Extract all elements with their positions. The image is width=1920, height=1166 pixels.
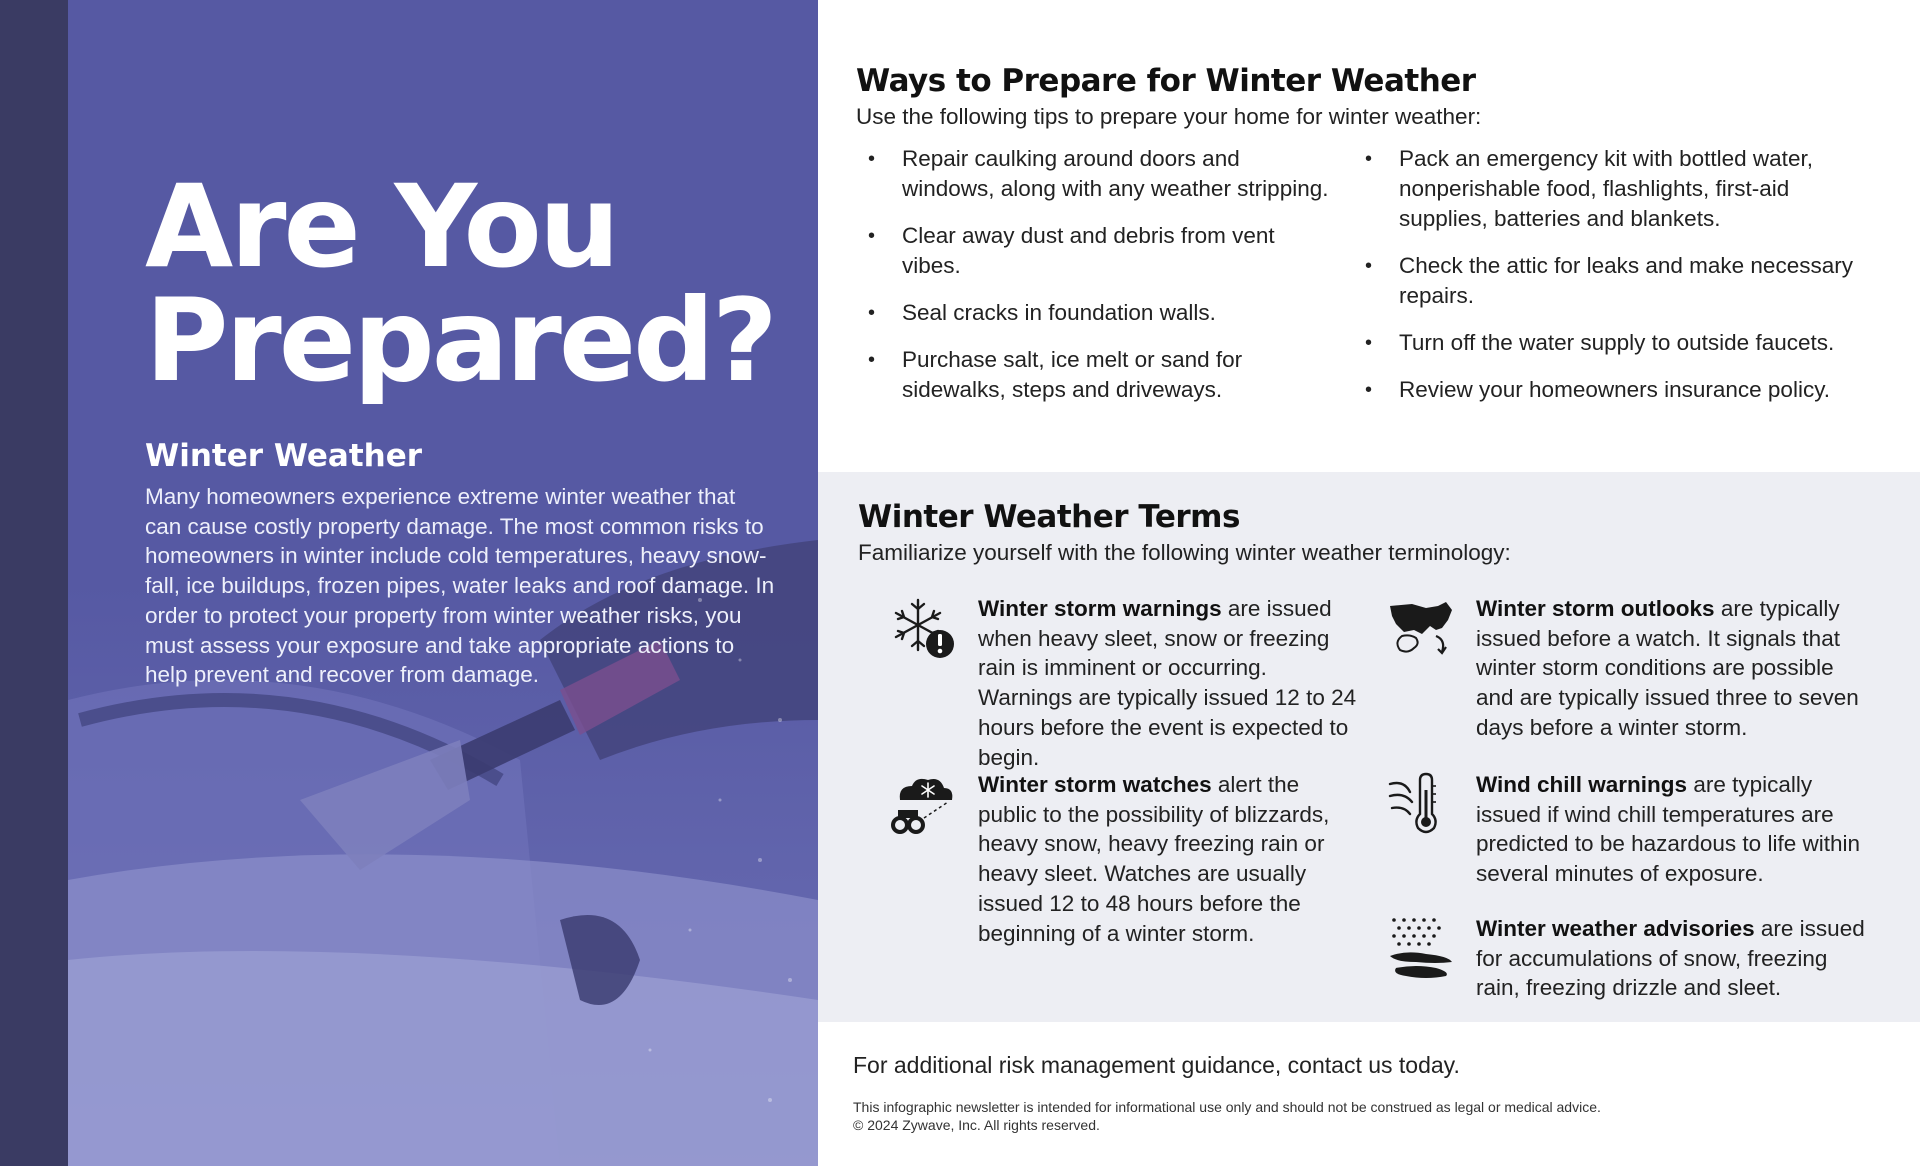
- bullet: •: [868, 148, 876, 170]
- bullet: •: [1365, 332, 1373, 354]
- terms-section: [858, 498, 1898, 1001]
- term-text: [1476, 914, 1876, 1003]
- prepare-section: [856, 62, 1886, 424]
- prepare-heading: Ways to Prepare for Winter Weather: [856, 63, 1476, 99]
- tip-item: [856, 345, 1336, 405]
- bullet: •: [868, 302, 876, 324]
- prepare-lead: Use the following tips to prepare your home for winter weather:: [856, 104, 1482, 129]
- term-name: Winter storm watches: [978, 772, 1212, 797]
- term-name: Wind chill warnings: [1476, 772, 1688, 797]
- term-desc: are issued when heavy sleet, snow or freezing rain is imminent or occurring. Warnings are typically issued 12 to 24 hours before the event is expected to begin.: [978, 596, 1357, 770]
- tip-text: Pack an emergency kit with bottled water, nonperishable food, flashlights, first-aid supplies, batteries and blankets.: [1399, 146, 1813, 231]
- term-name: Winter storm warnings: [978, 596, 1222, 621]
- term-desc: are typically issued if wind chill temperatures are predicted to be hazardous to life within several minutes of exposure.: [1476, 772, 1860, 887]
- bullet: •: [868, 225, 876, 247]
- tip-text: Check the attic for leaks and make necessary repairs.: [1399, 253, 1853, 308]
- term-desc: alert the public to the possibility of blizzards, heavy snow, heavy freezing rain or heavy sleet. Watches are usually issued 12 to 48 hours before the beginning of a winter storm.: [978, 772, 1330, 946]
- term-name: Winter weather advisories: [1476, 916, 1755, 941]
- disclaimer-text: This infographic newsletter is intended for informational use only and should not be construed as legal or medical advice.: [853, 1099, 1601, 1115]
- tip-text: Review your homeowners insurance policy.: [1399, 377, 1831, 402]
- sleet-puddle-icon: [1386, 914, 1458, 986]
- contact-text: For additional risk management guidance, contact us today.: [853, 1052, 1460, 1078]
- snowflake-alert-icon: [888, 594, 960, 666]
- tips-column-left: [856, 144, 1336, 422]
- tip-item: [856, 298, 1336, 328]
- bullet: •: [1365, 255, 1373, 277]
- tip-item: [856, 144, 1336, 204]
- term-text: [978, 594, 1358, 772]
- tip-text: Turn off the water supply to outside faucets.: [1399, 330, 1835, 355]
- term-desc: are typically issued before a watch. It signals that winter storm conditions are possible and are typically issued three to seven days before a winter storm.: [1476, 596, 1859, 740]
- term-text: [1476, 770, 1876, 889]
- tip-text: Purchase salt, ice melt or sand for sidewalks, steps and driveways.: [902, 347, 1243, 402]
- tip-item: [856, 221, 1336, 281]
- thermometer-wind-icon: [1386, 770, 1458, 842]
- bullet: •: [1365, 379, 1373, 401]
- terms-lead: Familiarize yourself with the following winter weather terminology:: [858, 540, 1511, 565]
- bullet: •: [868, 349, 876, 371]
- hero-title: [145, 160, 775, 407]
- hero-title-line-2: Prepared?: [145, 274, 775, 407]
- tip-item: [1353, 251, 1853, 311]
- bullet: •: [1365, 148, 1373, 170]
- tips-column-right: [1353, 144, 1853, 422]
- binoculars-cloud-icon: [888, 770, 960, 842]
- term-desc: are issued for accumulations of snow, freezing rain, freezing drizzle and sleet.: [1476, 916, 1865, 1001]
- hero-content: [145, 160, 775, 690]
- hero-intro-text: Many homeowners experience extreme winter weather that can cause costly property damage. The most common risks to homeowners in winter include cold temperatures, heavy snow-fall, ice buildups, frozen pipes, water leaks and roof damage. In order to protect your property from winter weather risks, you must assess your exposure and take appropriate actions to help prevent and recover from damage.: [145, 484, 775, 688]
- hero-subtitle: Winter Weather: [145, 438, 423, 474]
- us-map-icon: [1386, 594, 1458, 666]
- disclaimer: [853, 1098, 1601, 1134]
- tip-text: Seal cracks in foundation walls.: [902, 300, 1216, 325]
- tip-text: Repair caulking around doors and windows, along with any weather stripping.: [902, 146, 1329, 201]
- term-text: [978, 770, 1358, 948]
- hero-panel: [0, 0, 818, 1166]
- tips-list: [856, 144, 1886, 424]
- copyright-text: © 2024 Zywave, Inc. All rights reserved.: [853, 1117, 1100, 1133]
- tip-text: Clear away dust and debris from vent vibes.: [902, 223, 1275, 278]
- hero-title-line-1: Are You: [145, 160, 618, 293]
- term-text: [1476, 594, 1876, 743]
- tip-item: [1353, 375, 1853, 405]
- tip-item: [1353, 328, 1853, 358]
- terms-heading: Winter Weather Terms: [858, 499, 1240, 535]
- tip-item: [1353, 144, 1853, 234]
- left-accent-strip: [0, 0, 68, 1166]
- term-name: Winter storm outlooks: [1476, 596, 1715, 621]
